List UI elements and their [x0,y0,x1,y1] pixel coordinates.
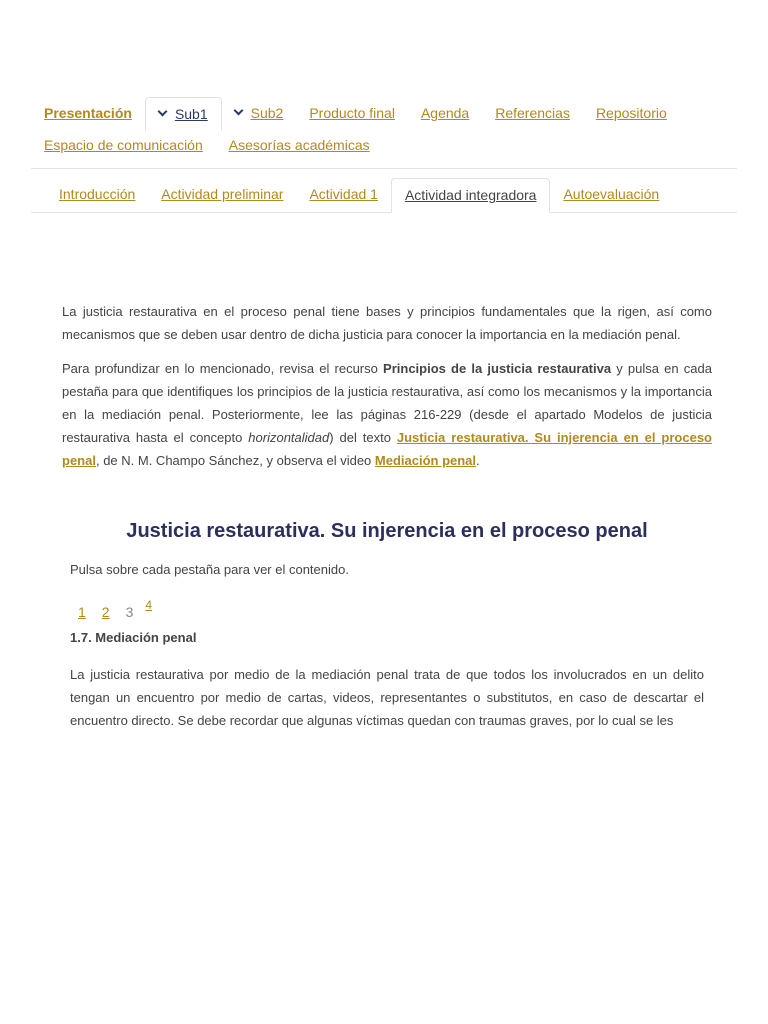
resource-name: Principios de la justicia restaurativa [383,361,612,376]
tab-espacio-de-comunicacion[interactable]: Espacio de comunicación [44,137,203,153]
tab-producto-final[interactable]: Producto final [309,105,395,121]
tab-repositorio[interactable]: Repositorio [595,105,667,121]
tab-referencias[interactable]: Referencias [495,105,570,121]
intro-paragraph-1: La justicia restaurativa en el proceso penal tiene bases y principios fundamentales que la rigen, así como mecanismos que se deben usar dentro de dicha justicia para conocer la importancia en la mediación penal. [62,304,712,342]
section-title: Justicia restaurativa. Su injerencia en el proceso penal [126,520,648,542]
content-pager [70,596,160,628]
tab-autoevaluacion[interactable]: Autoevaluación [563,186,660,202]
content-subheading: 1.7. Mediación penal [70,630,197,645]
chevron-down-icon [157,107,167,117]
concept-term: horizontalidad [248,430,330,445]
page-link-3-current: 3 [125,604,134,620]
tab-actividad-1[interactable]: Actividad 1 [309,186,378,202]
secondary-nav [31,178,737,213]
primary-nav-row-1 [31,96,737,130]
tab-presentacion[interactable]: Presentación [44,105,132,121]
intro-paragraph-2: Para profundizar en lo mencionado, revisa el recurso Principios de la justicia restaurativa y pulsa en cada pestaña para que identifiques los principios de la justicia restaurativa, así como los mecanismos y la importancia en la mediación penal. Posteriormente, lee las páginas 216-229 (desde el apartado Modelos de justicia restaurativa hasta el concepto horizontalidad) del texto Justicia restaurativa. Su injerencia en el proceso penal, de N. M. Champo Sánchez, y observa el video Mediación penal. [62,361,712,468]
page-link-2[interactable]: 2 [101,604,110,620]
tab-agenda[interactable]: Agenda [420,105,470,121]
tab-actividad-preliminar[interactable]: Actividad preliminar [161,186,284,202]
page-link-4[interactable]: 4 [145,598,153,612]
page-link-1[interactable]: 1 [78,604,86,620]
tab-actividad-integradora[interactable]: Actividad integradora [391,178,551,213]
tab-sub1[interactable]: Sub1 [145,97,222,131]
intro-text [62,300,712,483]
tab-introduccion[interactable]: Introducción [59,186,136,202]
section-hint: Pulsa sobre cada pestaña para ver el contenido. [70,562,349,577]
chevron-down-icon [233,106,243,116]
tab-sub2[interactable]: Sub2 [222,96,297,130]
primary-nav-row-2 [31,130,737,162]
video-link-mediacion-penal[interactable]: Mediación penal [374,453,477,468]
tab-asesorias-academicas[interactable]: Asesorías académicas [228,137,370,153]
text-link-justicia-restaurativa[interactable]: Justicia restaurativa. Su injerencia en el proceso penal [62,430,712,468]
content-body: La justicia restaurativa por medio de la mediación penal trata de que todos los involucrados en un delito tengan un encuentro por medio de cartas, videos, representantes o substitutos, en caso de descartar el encuentro directo. Se debe recordar que algunas víctimas quedan con traumas graves, por lo cual se les [70,667,704,728]
primary-nav [31,96,737,169]
